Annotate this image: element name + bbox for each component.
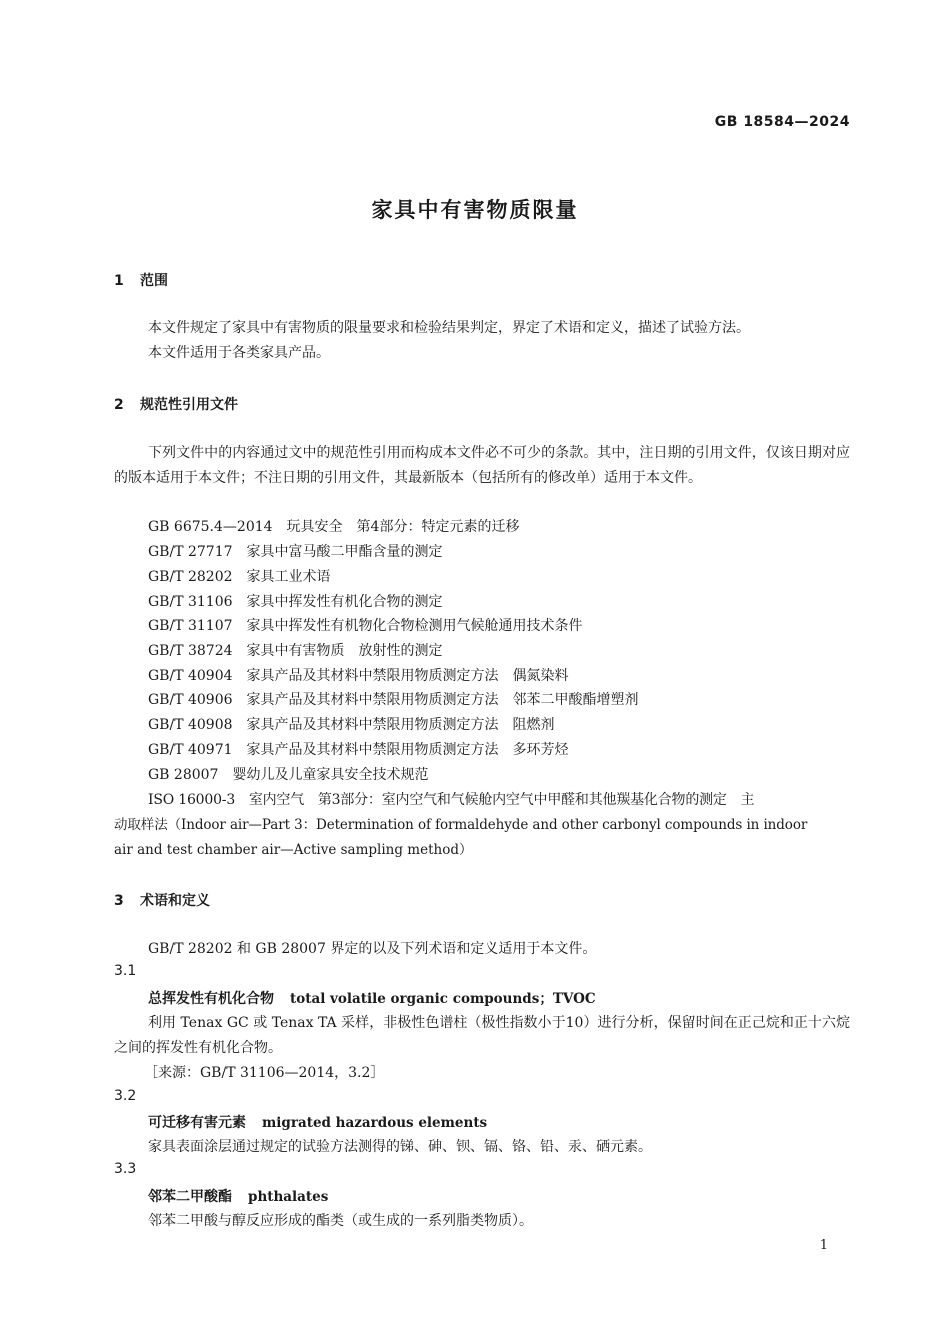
reference-title: 家具中有害物质 放射性的测定	[246, 643, 443, 659]
reference-item	[148, 614, 583, 639]
term-source: ［来源：GB/T 31106—2014，3.2］	[144, 1065, 385, 1081]
reference-title: 家具中富马酸二甲酯含量的测定	[246, 544, 443, 560]
reference-code: GB/T 31106	[148, 594, 233, 610]
reference-code: GB 28007	[148, 767, 219, 783]
term-definition: 家具表面涂层通过规定的试验方法测得的锑、砷、钡、镉、铬、铅、汞、硒元素。	[148, 1139, 652, 1155]
term-name-zh: 总挥发性有机化合物	[148, 991, 274, 1007]
term-heading	[148, 987, 596, 1008]
term-definition: 邻苯二甲酸与醇反应形成的酯类（或生成的一系列脂类物质）。	[148, 1213, 533, 1229]
reference-item	[148, 738, 569, 763]
term-name-en: total volatile organic compounds；TVOC	[290, 991, 596, 1007]
reference-item	[148, 540, 443, 565]
term-heading	[148, 1186, 328, 1206]
reference-code: GB/T 40904	[148, 668, 233, 684]
reference-title: 家具产品及其材料中禁限用物质测定方法 偶氮染料	[246, 668, 569, 684]
reference-title: 婴幼儿及儿童家具安全技术规范	[232, 767, 429, 783]
term-name-zh: 可迁移有害元素	[148, 1115, 246, 1131]
term-number: 3.1	[114, 963, 137, 979]
reference-code: GB/T 40908	[148, 717, 233, 733]
reference-item	[148, 664, 569, 689]
term-name-en: migrated hazardous elements	[262, 1115, 488, 1131]
iso-reference-line-2: 动取样法（Indoor air—Part 3：Determination of formaldehyde and other carbonyl compounds in indoor	[114, 817, 808, 833]
reference-item	[148, 688, 639, 713]
section-1-heading	[114, 270, 168, 290]
reference-title: 家具工业术语	[246, 569, 331, 585]
reference-item	[148, 639, 443, 664]
reference-code: GB/T 40971	[148, 742, 233, 758]
reference-code: GB/T 40906	[148, 692, 233, 708]
reference-item	[148, 515, 519, 540]
reference-title: 玩具安全 第4部分：特定元素的迁移	[286, 519, 520, 535]
normative-intro: 下列文件中的内容通过文中的规范性引用而构成本文件必不可少的条款。其中，注日期的引用文件，仅该日期对应的版本适用于本文件；不注日期的引用文件，其最新版本（包括所有的修改单）适用于本文件。	[114, 445, 850, 486]
standard-code: GB 18584—2024	[714, 114, 850, 130]
reference-code: GB/T 28202	[148, 569, 233, 585]
reference-title: 家具中挥发性有机化合物的测定	[246, 594, 443, 610]
section-2-heading	[114, 394, 238, 414]
term-definition: 利用 Tenax GC 或 Tenax TA 采样，非极性色谱柱（极性指数小于10）进行分析，保留时间在正己烷和正十六烷之间的挥发性有机化合物。	[114, 1015, 850, 1056]
section-number: 3	[114, 893, 124, 909]
reference-title: 家具中挥发性有机物化合物检测用气候舱通用技术条件	[246, 618, 583, 634]
reference-code: GB 6675.4—2014	[148, 519, 273, 535]
iso-reference-line-1: ISO 16000-3 室内空气 第3部分：室内空气和气候舱内空气中甲醛和其他羰基化合物的测定 主	[148, 792, 755, 808]
reference-code: GB/T 27717	[148, 544, 233, 560]
reference-item	[148, 763, 428, 788]
term-number: 3.3	[114, 1161, 137, 1177]
section-title: 术语和定义	[140, 893, 210, 909]
reference-code: GB/T 31107	[148, 618, 233, 634]
term-heading	[148, 1112, 487, 1132]
page-number: 1	[819, 1238, 828, 1253]
reference-code: GB/T 38724	[148, 643, 233, 659]
section-number: 2	[114, 397, 124, 413]
section-3-heading	[114, 890, 210, 910]
term-number: 3.2	[114, 1088, 137, 1104]
section-title: 范围	[140, 273, 168, 289]
iso-reference-line-3: air and test chamber air—Active sampling method）	[114, 842, 473, 858]
terms-intro: GB/T 28202 和 GB 28007 界定的以及下列术语和定义适用于本文件。	[148, 941, 597, 957]
scope-paragraph-2: 本文件适用于各类家具产品。	[148, 345, 330, 361]
reference-title: 家具产品及其材料中禁限用物质测定方法 多环芳烃	[246, 742, 569, 758]
reference-item	[148, 713, 555, 738]
reference-item	[148, 590, 443, 615]
term-name-zh: 邻苯二甲酸酯	[148, 1189, 232, 1205]
reference-title: 家具产品及其材料中禁限用物质测定方法 阻燃剂	[246, 717, 555, 733]
reference-title: 家具产品及其材料中禁限用物质测定方法 邻苯二甲酸酯增塑剂	[246, 692, 639, 708]
term-name-en: phthalates	[248, 1189, 329, 1205]
reference-item	[148, 565, 331, 590]
section-number: 1	[114, 273, 124, 289]
scope-paragraph-1: 本文件规定了家具中有害物质的限量要求和检验结果判定，界定了术语和定义，描述了试验方法。	[148, 320, 750, 336]
section-title: 规范性引用文件	[140, 397, 238, 413]
document-title: 家具中有害物质限量	[371, 198, 579, 222]
